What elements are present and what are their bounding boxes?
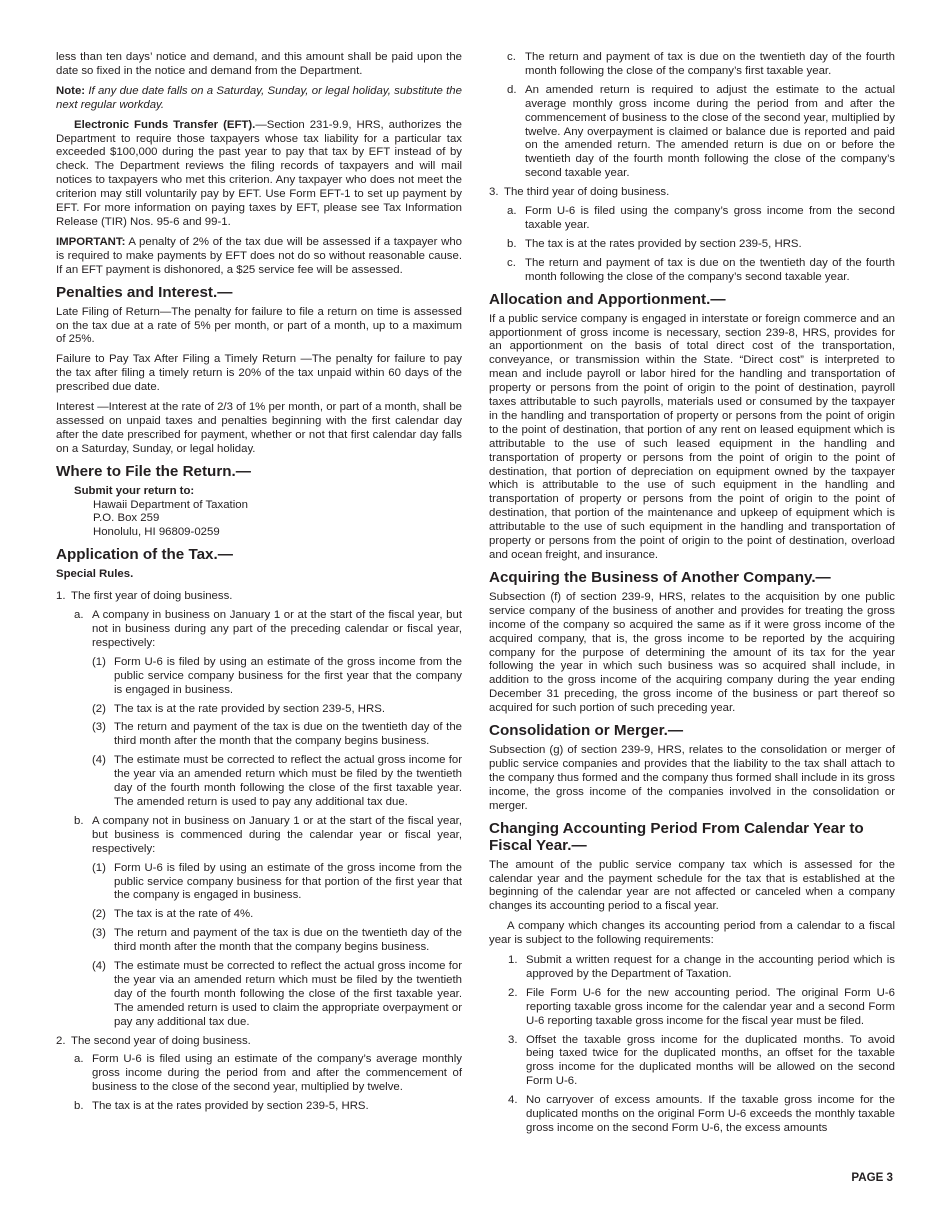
list-item <box>56 908 462 922</box>
list-marker: c. <box>507 256 516 269</box>
list-marker: (3) <box>92 721 106 734</box>
list-text: The estimate must be corrected to reflect the actual gross income for the year via an amended return which must be filed by the twentieth day of the fourth month following the close of the first taxable year. The amended return is used to claim the appropriate overpayment or pay any additional tax due. <box>114 960 462 1028</box>
list-item <box>489 84 895 181</box>
list-item <box>56 927 462 955</box>
list-item <box>56 960 462 1030</box>
list-item <box>56 1035 462 1049</box>
list-marker: 1. <box>508 954 518 967</box>
interest-paragraph: Interest —Interest at the rate of 2/3 of 1% per month, or part of a month, shall be assessed on unpaid taxes and penalties beginning with the first calendar day after the date prescribed for payment, whether or not that first calendar day falls on a Saturday, Sunday, or legal holiday. <box>56 401 462 455</box>
list-item <box>56 609 462 651</box>
list-item <box>56 1053 462 1095</box>
list-marker: (3) <box>92 927 106 940</box>
list-item <box>489 205 895 233</box>
list-text: Form U-6 is filed by using an estimate of the gross income from the public service company business for the first year that the company is engaged in business. <box>114 655 462 696</box>
address-line-2: P.O. Box 259 <box>93 512 160 525</box>
list-text: The return and payment of the tax is due on the twentieth day of the third month after the month that the company begins business. <box>114 721 462 748</box>
list-item <box>489 954 895 982</box>
list-item <box>489 257 895 285</box>
where-to-file-heading: Where to File the Return.— <box>56 462 251 480</box>
list-item <box>56 590 462 604</box>
list-text: Form U-6 is filed by using an estimate of the gross income from the public service company business for that portion of the first year that the company is engaged in business. <box>114 861 462 902</box>
intro-paragraph: less than ten days’ notice and demand, and this amount shall be paid upon the date so fixed in the notice and demand from the Department. <box>56 51 462 77</box>
changing-period-paragraph-2: A company which changes its accounting period from a calendar to a fiscal year is subject to the following requirements: <box>489 920 895 947</box>
page-number: PAGE 3 <box>851 1171 893 1184</box>
list-marker: c. <box>507 51 516 63</box>
right-column <box>489 51 895 1141</box>
list-marker: (4) <box>92 754 106 767</box>
list-marker: (4) <box>92 960 106 973</box>
list-marker: (2) <box>92 908 106 921</box>
list-marker: 1. <box>56 590 66 603</box>
allocation-paragraph: If a public service company is engaged in interstate or foreign commerce and an apportionment of gross income is necessary, section 239-8, HRS, provides for an apportionment on the basis of total direct cost of the transportation, conveyance, or transmission within the State. “Direct cost” is interpreted to mean and include payroll or labor hired for the handling and transportation of property or persons from the point of origin to the point of destination, payroll taxes attributable to such payrolls, materials used or consumed by the taxpayer in the handling and transportation of property or persons from the point of origin to the point of destination, that portion of any rent on leased equipment which is attributable to the use of such leased equipment in the handling and transportation of property or persons from the point of origin to the point of destination, that portion of depreciation on equipment owned by the taxpayer which is attributable to the use of such equipment in the handling and transportation of property or persons from the point of origin to the point of destination, that portion of the maintenance and upkeep of equipment which is attributable to the use of such equipment in the handling and transportation of property or persons from the point of origin to the point of destination, overload and ocean freight, and insurance. <box>489 312 895 561</box>
consolidation-heading: Consolidation or Merger.— <box>489 722 684 740</box>
list-text: An amended return is required to adjust the estimate to the actual average monthly gross income during the period from and after the commencement of business to the close of the second year, multiplied by twelve. Any overpayment is claimed or balance due is reported and paid on the amended return. The amended return is due on or before the twentieth day of the fourth month following the close of the company’s second taxable year. <box>525 83 895 180</box>
left-column <box>56 51 462 1119</box>
list-text: The return and payment of tax is due on the twentieth day of the fourth month following the close of the company’s first taxable year. <box>525 51 895 77</box>
important-paragraph <box>56 236 462 278</box>
late-filing-paragraph: Late Filing of Return—The penalty for failure to file a return on time is assessed on the tax due at a rate of 5% per month, or part of a month, up to a maximum of 25%. <box>56 305 462 346</box>
list-text: No carryover of excess amounts. If the taxable gross income for the duplicated months on the original Form U-6 exceeds the monthly taxable gross income on the second Form U-6, the excess amounts <box>526 1094 895 1134</box>
list-item <box>56 1100 462 1114</box>
note-paragraph <box>56 85 462 113</box>
acquiring-heading: Acquiring the Business of Another Company.— <box>489 568 831 586</box>
note-text: If any due date falls on a Saturday, Sunday, or legal holiday, substitute the next regular workday. <box>56 84 462 111</box>
list-marker: (1) <box>92 861 106 874</box>
important-text: A penalty of 2% of the tax due will be assessed if a taxpayer who is required to make payments by EFT does not do so without reasonable cause. If an EFT payment is dishonored, a $25 service fee will be assessed. <box>56 235 462 276</box>
address-line-3: Honolulu, HI 96809-0259 <box>93 526 220 539</box>
list-text: The tax is at the rates provided by section 239-5, HRS. <box>92 1100 369 1113</box>
list-item <box>489 238 895 252</box>
acquiring-paragraph: Subsection (f) of section 239-9, HRS, relates to the acquisition by one public service company of the business of another and provides for treating the gross income of the company so acquired the same as if it were gross income of the acquired company, that is, the gross income to be reported by the acquiring company for the purpose of determining the amount of its tax for the year following the year in which such business was so acquired shall include, in addition to the gross income of the acquiring company during the year ending December 31 preceding, the gross income of the business or part thereof so acquired for such portion of such preceding year. <box>489 590 895 715</box>
submit-label: Submit your return to: <box>74 484 195 497</box>
list-text: A company in business on January 1 or at the start of the fiscal year, but not in business during any part of the preceding calendar or fiscal year, respectively: <box>92 609 462 649</box>
note-label: Note: <box>56 84 86 97</box>
list-marker: 2. <box>508 986 518 999</box>
list-text: Form U-6 is filed using the company’s gross income from the second taxable year. <box>525 205 895 231</box>
allocation-heading: Allocation and Apportionment.— <box>489 290 726 308</box>
mailing-address <box>74 485 462 541</box>
list-text: The tax is at the rates provided by section 239-5, HRS. <box>525 237 802 250</box>
list-text: The return and payment of tax is due on the twentieth day of the fourth month following the close of the company’s second taxable year. <box>525 256 895 283</box>
list-text: The estimate must be corrected to reflect the actual gross income for the year via an amended return which must be filed by the twentieth day of the fourth month following the close of the first taxable year. The amended return is used to pay any additional tax due. <box>114 754 462 808</box>
application-heading: Application of the Tax.— <box>56 546 233 564</box>
list-marker: a. <box>74 1053 84 1066</box>
list-item <box>56 703 462 717</box>
list-text: File Form U-6 for the new accounting period. The original Form U-6 reporting taxable gross income for the calendar year and a second Form U-6 reporting taxable gross income for the fiscal year must be filed. <box>526 986 895 1027</box>
list-marker: (2) <box>92 702 106 715</box>
list-marker: 3. <box>508 1033 518 1046</box>
list-text: A company not in business on January 1 or at the start of the fiscal year, but business is commenced during the calendar year or fiscal year, respectively: <box>92 814 462 855</box>
address-line-1: Hawaii Department of Taxation <box>93 498 248 511</box>
list-text: Form U-6 is filed using an estimate of the company’s average monthly gross income during the period from and after the commencement of business to the close of the second year, multiplied by twelve. <box>92 1053 462 1094</box>
list-marker: b. <box>74 1100 84 1113</box>
list-item <box>56 815 462 857</box>
list-marker: a. <box>74 609 84 622</box>
list-marker: 4. <box>508 1094 518 1107</box>
list-item <box>489 51 895 79</box>
failure-to-pay-paragraph: Failure to Pay Tax After Filing a Timely Return —The penalty for failure to pay the tax after filing a timely return is 20% of the tax unpaid within 60 days of the prescribed due date. <box>56 353 462 394</box>
eft-label: Electronic Funds Transfer (EFT). <box>74 118 256 131</box>
eft-paragraph <box>56 119 462 230</box>
list-item <box>56 656 462 698</box>
list-marker: a. <box>507 205 517 218</box>
list-item <box>489 1034 895 1090</box>
list-item <box>56 721 462 749</box>
list-item <box>56 862 462 904</box>
list-marker: (1) <box>92 655 106 668</box>
list-text: The third year of doing business. <box>504 186 670 199</box>
list-marker: 3. <box>489 186 499 199</box>
list-text: The return and payment of the tax is due on the twentieth day of the third month after the month that the company begins business. <box>114 927 462 954</box>
list-text: The tax is at the rate provided by section 239-5, HRS. <box>114 702 385 715</box>
list-text: The second year of doing business. <box>71 1034 251 1047</box>
consolidation-paragraph: Subsection (g) of section 239-9, HRS, relates to the consolidation or merger of public service companies and provides that the liability to the tax shall attach to the company thus formed and the company thus formed shall include in its gross income, the gross income of the companies involved in the consolidation or merger. <box>489 744 895 812</box>
special-rules-label: Special Rules. <box>56 568 134 581</box>
list-marker: b. <box>507 237 517 250</box>
list-marker: b. <box>74 814 84 827</box>
list-item <box>56 754 462 810</box>
penalties-heading: Penalties and Interest.— <box>56 283 233 301</box>
important-label: IMPORTANT: <box>56 235 126 248</box>
list-marker: d. <box>507 83 517 96</box>
list-marker: 2. <box>56 1034 66 1047</box>
list-text: The first year of doing business. <box>71 590 233 603</box>
list-item <box>489 987 895 1029</box>
list-text: Offset the taxable gross income for the duplicated months. To avoid being taxed twice for the duplicated months, an offset for the taxable gross income for the duplicated months will be allowed on the second Form U-6. <box>526 1033 895 1088</box>
changing-period-paragraph: The amount of the public service company tax which is assessed for the calendar year and the payment schedule for the tax that is established at the beginning of the calendar year are not affected or canceled when a company changes its accounting period to a fiscal year. <box>489 858 895 913</box>
list-text: Submit a written request for a change in the accounting period which is approved by the Department of Taxation. <box>526 954 895 980</box>
changing-period-heading: Changing Accounting Period From Calendar Year to Fiscal Year.— <box>489 819 864 854</box>
list-item <box>489 186 895 200</box>
list-item <box>489 1094 895 1136</box>
list-text: The tax is at the rate of 4%. <box>114 908 254 921</box>
eft-text: —Section 231-9.9, HRS, authorizes the Department to require those taxpayers whose tax liability for a particular tax exceeded $100,000 during the past year to pay that tax by EFT instead of by check. The Department reviews the filing records of taxpayers and will mail notices to taxpayers who met this criterion. Any taxpayer who does not meet the criterion may still voluntarily pay by EFT. Use Form EFT-1 to set up payment by EFT. For more information on paying taxes by EFT, please see Tax Information Release (TIR) Nos. 95-6 and 99-1. <box>56 118 462 228</box>
